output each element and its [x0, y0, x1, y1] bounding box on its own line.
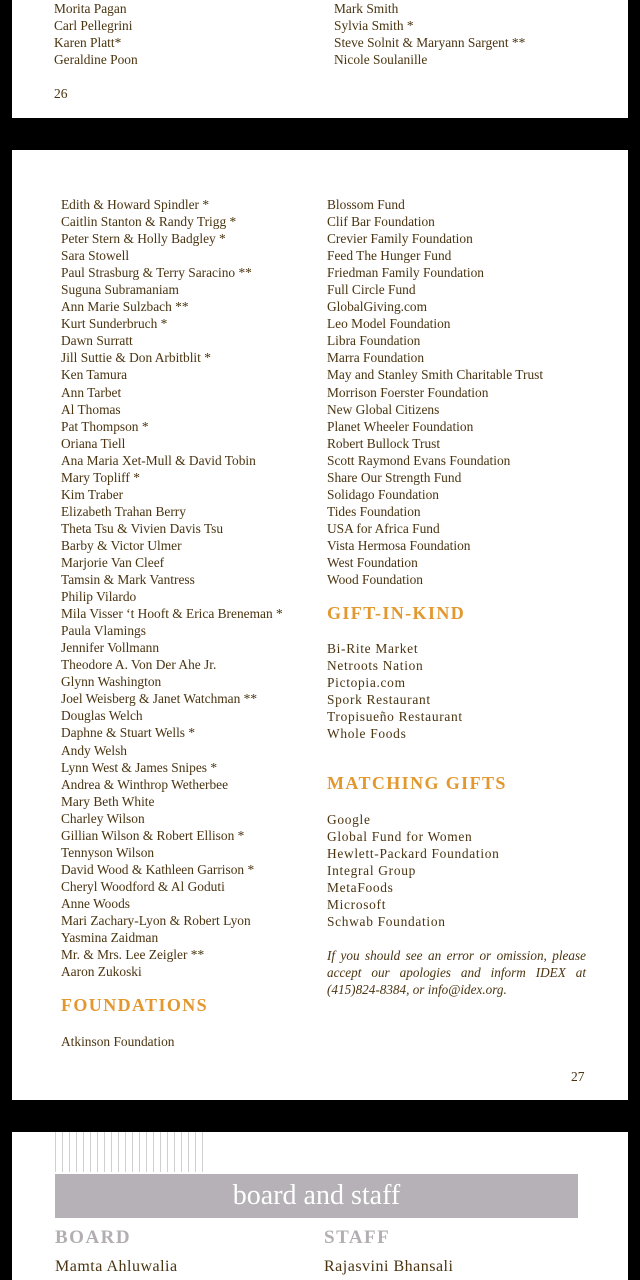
- foundations-list-left: [61, 1033, 174, 1050]
- list-item: Hewlett-Packard Foundation: [327, 846, 500, 862]
- page-26: [12, 0, 628, 118]
- decorative-bars: [55, 1132, 205, 1172]
- list-item: Theta Tsu & Vivien Davis Tsu: [61, 520, 224, 536]
- list-item: Schwab Foundation: [327, 914, 446, 930]
- list-item: Marra Foundation: [327, 350, 425, 366]
- list-item: Tides Foundation: [327, 503, 421, 519]
- list-item: Morita Pagan: [54, 1, 127, 16]
- list-item: Blossom Fund: [327, 197, 405, 212]
- list-item: Lynn West & James Snipes *: [61, 759, 218, 775]
- staff-heading: STAFF: [324, 1227, 391, 1248]
- list-item: Mila Visser ‘t Hooft & Erica Breneman *: [61, 606, 283, 622]
- list-item: Clif Bar Foundation: [327, 214, 435, 230]
- list-item: Morrison Foerster Foundation: [327, 384, 489, 400]
- list-item: Suguna Subramaniam: [61, 282, 179, 298]
- donor-list-left: [54, 0, 138, 68]
- list-item: Mari Zachary-Lyon & Robert Lyon: [61, 912, 251, 928]
- list-item: Aaron Zukoski: [61, 964, 142, 980]
- list-item: Tennyson Wilson: [61, 844, 155, 860]
- list-item: Feed The Hunger Fund: [327, 248, 452, 264]
- list-item: Full Circle Fund: [327, 282, 416, 298]
- list-item: Nicole Soulanille: [334, 52, 428, 68]
- list-item: Wood Foundation: [327, 572, 424, 588]
- page-number: 27: [571, 1069, 585, 1084]
- list-item: Philip Vilardo: [61, 589, 137, 605]
- page-number: 26: [54, 86, 68, 101]
- list-item: Pictopia.com: [327, 675, 406, 691]
- list-item: Ann Marie Sulzbach **: [61, 299, 189, 315]
- list-item: Atkinson Foundation: [61, 1034, 175, 1049]
- list-item: USA for Africa Fund: [327, 520, 440, 536]
- list-item: Dawn Surratt: [61, 333, 133, 349]
- list-item: Integral Group: [327, 863, 416, 879]
- list-item: Robert Bullock Trust: [327, 435, 441, 451]
- list-item: David Wood & Kathleen Garrison *: [61, 861, 255, 877]
- list-item: Elizabeth Trahan Berry: [61, 503, 186, 519]
- list-item: New Global Citizens: [327, 401, 440, 417]
- list-item: Karen Platt*: [54, 35, 122, 51]
- list-item: Friedman Family Foundation: [327, 265, 484, 281]
- list-item: MetaFoods: [327, 880, 394, 896]
- page-27: [12, 150, 628, 1100]
- errata-note: If you should see an error or omission, please accept our apologies and inform IDEX at (415)824-8384, or info@idex.org.: [327, 948, 586, 998]
- board-staff-banner: board and staff: [55, 1174, 578, 1218]
- list-item: Planet Wheeler Foundation: [327, 418, 474, 434]
- list-item: Spork Restaurant: [327, 692, 431, 708]
- list-item: Gillian Wilson & Robert Ellison *: [61, 827, 245, 843]
- list-item: Douglas Welch: [61, 708, 143, 724]
- list-item: Netroots Nation: [327, 658, 424, 674]
- list-item: Caitlin Stanton & Randy Trigg *: [61, 214, 237, 230]
- list-item: Global Fund for Women: [327, 829, 473, 845]
- list-item: Glynn Washington: [61, 674, 162, 690]
- list-item: Kim Traber: [61, 486, 124, 502]
- list-item: Geraldine Poon: [54, 52, 138, 68]
- list-item: Marjorie Van Cleef: [61, 554, 165, 570]
- list-item: Paula Vlamings: [61, 623, 146, 639]
- list-item: Leo Model Foundation: [327, 316, 451, 332]
- list-item: Yasmina Zaidman: [61, 930, 159, 946]
- list-item: Paul Strasburg & Terry Saracino **: [61, 265, 252, 281]
- list-item: Anne Woods: [61, 895, 130, 911]
- list-item: Tropisueño Restaurant: [327, 709, 463, 725]
- list-item: Oriana Tiell: [61, 435, 126, 451]
- list-item: Share Our Strength Fund: [327, 469, 462, 485]
- list-item: Mr. & Mrs. Lee Zeigler **: [61, 947, 205, 963]
- list-item: Barby & Victor Ulmer: [61, 537, 182, 553]
- board-staff-page: [12, 1132, 628, 1280]
- list-item: Cheryl Woodford & Al Goduti: [61, 878, 225, 894]
- board-heading: BOARD: [55, 1227, 132, 1248]
- list-item: Peter Stern & Holly Badgley *: [61, 231, 226, 247]
- list-item: Kurt Sunderbruch *: [61, 316, 168, 332]
- individual-donor-list: [61, 196, 283, 980]
- list-item: Joel Weisberg & Janet Watchman **: [61, 691, 258, 707]
- list-item: Bi-Rite Market: [327, 641, 419, 656]
- list-item: Jennifer Vollmann: [61, 640, 160, 656]
- list-item: Charley Wilson: [61, 810, 145, 826]
- list-item: Ann Tarbet: [61, 384, 122, 400]
- list-item: Theodore A. Von Der Ahe Jr.: [61, 657, 217, 673]
- list-item: Sara Stowell: [61, 248, 130, 264]
- list-item: Solidago Foundation: [327, 486, 439, 502]
- list-item: Whole Foods: [327, 726, 407, 742]
- list-item: Libra Foundation: [327, 333, 421, 349]
- list-item: Crevier Family Foundation: [327, 231, 473, 247]
- list-item: West Foundation: [327, 554, 418, 570]
- matching-gifts-heading: MATCHING GIFTS: [327, 773, 507, 793]
- list-item: Scott Raymond Evans Foundation: [327, 452, 511, 468]
- list-item: May and Stanley Smith Charitable Trust: [327, 367, 544, 383]
- list-item: Mark Smith: [334, 1, 399, 16]
- list-item: Andrea & Winthrop Wetherbee: [61, 776, 229, 792]
- list-item: Sylvia Smith *: [334, 18, 414, 34]
- list-item: Al Thomas: [61, 401, 121, 417]
- list-item: Daphne & Stuart Wells *: [61, 725, 196, 741]
- list-item: Jill Suttie & Don Arbitblit *: [61, 350, 211, 366]
- list-item: Microsoft: [327, 897, 387, 913]
- list-item: GlobalGiving.com: [327, 299, 428, 315]
- list-item: Vista Hermosa Foundation: [327, 537, 471, 553]
- list-item: Edith & Howard Spindler *: [61, 197, 210, 212]
- list-item: Carl Pellegrini: [54, 18, 133, 34]
- list-item: Ken Tamura: [61, 367, 128, 383]
- staff-member-name: Rajasvini Bhansali: [324, 1258, 454, 1275]
- list-item: Andy Welsh: [61, 742, 127, 758]
- foundations-heading: FOUNDATIONS: [61, 995, 209, 1015]
- list-item: Mary Beth White: [61, 793, 155, 809]
- gift-in-kind-heading: GIFT-IN-KIND: [327, 603, 466, 623]
- list-item: Mary Topliff *: [61, 469, 140, 485]
- gift-in-kind-list: [327, 640, 463, 742]
- list-item: Google: [327, 812, 371, 827]
- list-item: Pat Thompson *: [61, 418, 149, 434]
- board-member-name: Mamta Ahluwalia: [55, 1258, 178, 1275]
- list-item: Ana Maria Xet-Mull & David Tobin: [61, 452, 256, 468]
- matching-gifts-list: [327, 811, 500, 930]
- list-item: Tamsin & Mark Vantress: [61, 572, 195, 588]
- donor-list-right: [334, 0, 525, 68]
- list-item: Steve Solnit & Maryann Sargent **: [334, 35, 526, 51]
- foundations-list-right: [327, 196, 543, 588]
